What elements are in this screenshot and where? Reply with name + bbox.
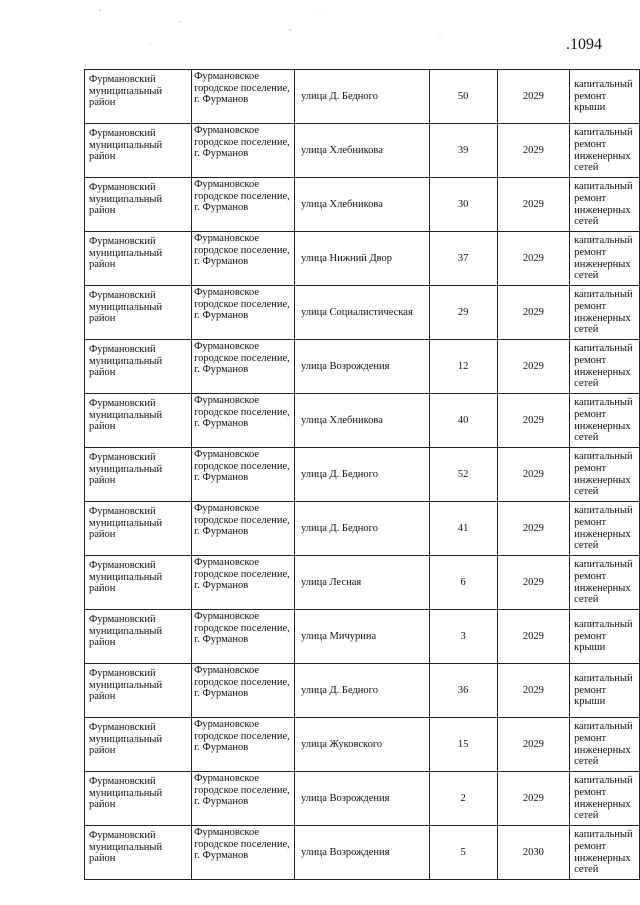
settlement-cell: Фурмановское городское поселение, г. Фурманов: [192, 394, 295, 448]
house-number-cell: 40: [429, 394, 497, 448]
work-type-cell: капитальный ремонт инженерных сетей: [570, 448, 640, 502]
district-cell: Фурмановский муниципальный район: [85, 502, 192, 556]
house-number-cell: 29: [429, 286, 497, 340]
house-number-cell: 37: [429, 232, 497, 286]
house-number-cell: 30: [429, 178, 497, 232]
table-row: [85, 664, 640, 718]
house-number-cell: 2: [429, 772, 497, 826]
district-cell: Фурмановский муниципальный район: [85, 664, 192, 718]
street-cell: улица Лесная: [294, 556, 429, 610]
house-number-cell: 5: [429, 826, 497, 880]
district-cell: Фурмановский муниципальный район: [85, 286, 192, 340]
work-type-cell: капитальный ремонт инженерных сетей: [570, 232, 640, 286]
work-type-cell: капитальный ремонт инженерных сетей: [570, 124, 640, 178]
year-cell: 2029: [497, 340, 569, 394]
street-cell: улица Возрождения: [294, 772, 429, 826]
year-cell: 2029: [497, 124, 569, 178]
table-row: [85, 718, 640, 772]
house-number-cell: 39: [429, 124, 497, 178]
house-number-cell: 6: [429, 556, 497, 610]
table-row: [85, 772, 640, 826]
settlement-cell: Фурмановское городское поселение, г. Фурманов: [192, 286, 295, 340]
work-type-cell: капитальный ремонт инженерных сетей: [570, 826, 640, 880]
work-type-cell: капитальный ремонт крыши: [570, 610, 640, 664]
settlement-cell: Фурмановское городское поселение, г. Фурманов: [192, 772, 295, 826]
table-row: [85, 178, 640, 232]
settlement-cell: Фурмановское городское поселение, г. Фурманов: [192, 232, 295, 286]
work-type-cell: капитальный ремонт инженерных сетей: [570, 502, 640, 556]
settlement-cell: Фурмановское городское поселение, г. Фурманов: [192, 70, 295, 124]
street-cell: улица Хлебникова: [294, 394, 429, 448]
district-cell: Фурмановский муниципальный район: [85, 340, 192, 394]
house-number-cell: 41: [429, 502, 497, 556]
year-cell: 2029: [497, 286, 569, 340]
year-cell: 2029: [497, 664, 569, 718]
settlement-cell: Фурмановское городское поселение, г. Фурманов: [192, 826, 295, 880]
table-row: [85, 394, 640, 448]
settlement-cell: Фурмановское городское поселение, г. Фурманов: [192, 340, 295, 394]
street-cell: улица Д. Бедного: [294, 448, 429, 502]
table-row: [85, 124, 640, 178]
table-row: [85, 556, 640, 610]
year-cell: 2030: [497, 826, 569, 880]
district-cell: Фурмановский муниципальный район: [85, 448, 192, 502]
district-cell: Фурмановский муниципальный район: [85, 394, 192, 448]
house-number-cell: 3: [429, 610, 497, 664]
year-cell: 2029: [497, 70, 569, 124]
register-table: [84, 69, 640, 880]
scan-noise-decoration: [60, 0, 580, 60]
settlement-cell: Фурмановское городское поселение, г. Фурманов: [192, 610, 295, 664]
settlement-cell: Фурмановское городское поселение, г. Фурманов: [192, 448, 295, 502]
street-cell: улица Д. Бедного: [294, 502, 429, 556]
settlement-cell: Фурмановское городское поселение, г. Фурманов: [192, 178, 295, 232]
work-type-cell: капитальный ремонт инженерных сетей: [570, 178, 640, 232]
table-row: [85, 70, 640, 124]
table-row: [85, 448, 640, 502]
house-number-cell: 12: [429, 340, 497, 394]
page-number: .1094: [566, 36, 602, 53]
work-type-cell: капитальный ремонт крыши: [570, 70, 640, 124]
work-type-cell: капитальный ремонт инженерных сетей: [570, 340, 640, 394]
year-cell: 2029: [497, 448, 569, 502]
street-cell: улица Возрождения: [294, 340, 429, 394]
table-row: [85, 286, 640, 340]
street-cell: улица Мичурина: [294, 610, 429, 664]
table-row: [85, 610, 640, 664]
settlement-cell: Фурмановское городское поселение, г. Фурманов: [192, 664, 295, 718]
district-cell: Фурмановский муниципальный район: [85, 772, 192, 826]
district-cell: Фурмановский муниципальный район: [85, 718, 192, 772]
district-cell: Фурмановский муниципальный район: [85, 556, 192, 610]
work-type-cell: капитальный ремонт инженерных сетей: [570, 772, 640, 826]
street-cell: улица Д. Бедного: [294, 664, 429, 718]
year-cell: 2029: [497, 772, 569, 826]
year-cell: 2029: [497, 502, 569, 556]
work-type-cell: капитальный ремонт инженерных сетей: [570, 286, 640, 340]
street-cell: улица Хлебникова: [294, 124, 429, 178]
settlement-cell: Фурмановское городское поселение, г. Фурманов: [192, 502, 295, 556]
register-body: [85, 70, 640, 880]
street-cell: улица Социалистическая: [294, 286, 429, 340]
settlement-cell: Фурмановское городское поселение, г. Фурманов: [192, 124, 295, 178]
year-cell: 2029: [497, 232, 569, 286]
street-cell: улица Нижний Двор: [294, 232, 429, 286]
district-cell: Фурмановский муниципальный район: [85, 610, 192, 664]
street-cell: улица Жуковского: [294, 718, 429, 772]
district-cell: Фурмановский муниципальный район: [85, 70, 192, 124]
work-type-cell: капитальный ремонт инженерных сетей: [570, 556, 640, 610]
year-cell: 2029: [497, 610, 569, 664]
house-number-cell: 50: [429, 70, 497, 124]
year-cell: 2029: [497, 556, 569, 610]
house-number-cell: 36: [429, 664, 497, 718]
house-number-cell: 52: [429, 448, 497, 502]
street-cell: улица Возрождения: [294, 826, 429, 880]
year-cell: 2029: [497, 178, 569, 232]
settlement-cell: Фурмановское городское поселение, г. Фурманов: [192, 718, 295, 772]
table-row: [85, 232, 640, 286]
table-row: [85, 502, 640, 556]
district-cell: Фурмановский муниципальный район: [85, 124, 192, 178]
settlement-cell: Фурмановское городское поселение, г. Фурманов: [192, 556, 295, 610]
work-type-cell: капитальный ремонт крыши: [570, 664, 640, 718]
house-number-cell: 15: [429, 718, 497, 772]
district-cell: Фурмановский муниципальный район: [85, 232, 192, 286]
year-cell: 2029: [497, 718, 569, 772]
work-type-cell: капитальный ремонт инженерных сетей: [570, 718, 640, 772]
district-cell: Фурмановский муниципальный район: [85, 178, 192, 232]
street-cell: улица Хлебникова: [294, 178, 429, 232]
work-type-cell: капитальный ремонт инженерных сетей: [570, 394, 640, 448]
table-row: [85, 340, 640, 394]
district-cell: Фурмановский муниципальный район: [85, 826, 192, 880]
table-row: [85, 826, 640, 880]
year-cell: 2029: [497, 394, 569, 448]
street-cell: улица Д. Бедного: [294, 70, 429, 124]
